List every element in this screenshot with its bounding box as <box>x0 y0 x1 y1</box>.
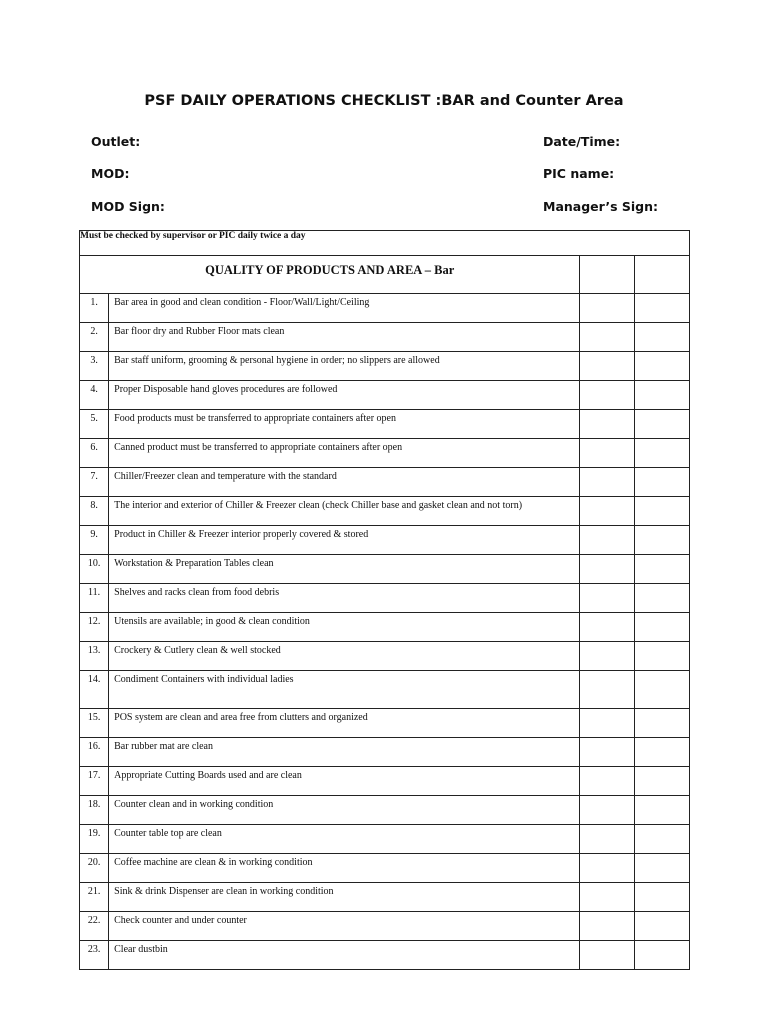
check-cell-2[interactable] <box>634 709 689 738</box>
item-number: 22. <box>80 912 109 941</box>
check-cell-1[interactable] <box>580 410 634 439</box>
checklist-item-row <box>80 671 690 709</box>
checklist-item-row <box>80 584 690 613</box>
date-time-label: Date/Time: <box>543 134 621 149</box>
check-cell-1[interactable] <box>580 883 634 912</box>
check-cell-2[interactable] <box>634 352 689 381</box>
check-cell-1[interactable] <box>580 584 634 613</box>
check-cell-1[interactable] <box>580 526 634 555</box>
checklist-item-row <box>80 613 690 642</box>
item-number: 19. <box>80 825 109 854</box>
check-cell-2[interactable] <box>634 468 689 497</box>
check-cell-1[interactable] <box>580 381 634 410</box>
item-description: Crockery & Cutlery clean & well stocked <box>109 642 580 671</box>
item-number: 4. <box>80 381 109 410</box>
check-cell-pm[interactable] <box>634 256 689 294</box>
item-description: The interior and exterior of Chiller & Freezer clean (check Chiller base and gasket clean and not torn) <box>109 497 580 526</box>
check-cell-1[interactable] <box>580 497 634 526</box>
check-cell-1[interactable] <box>580 323 634 352</box>
check-cell-2[interactable] <box>634 294 689 323</box>
check-cell-2[interactable] <box>634 584 689 613</box>
checklist-item-row <box>80 555 690 584</box>
item-number: 2. <box>80 323 109 352</box>
checklist-item-row <box>80 825 690 854</box>
item-description: Bar area in good and clean condition - Floor/Wall/Light/Ceiling <box>109 294 580 323</box>
checklist-item-row <box>80 294 690 323</box>
checklist-item-row <box>80 439 690 468</box>
item-number: 10. <box>80 555 109 584</box>
item-number: 3. <box>80 352 109 381</box>
check-cell-1[interactable] <box>580 767 634 796</box>
check-cell-am[interactable] <box>580 256 634 294</box>
check-cell-1[interactable] <box>580 709 634 738</box>
checklist-item-row <box>80 941 690 970</box>
pic-name-label: PIC name: <box>543 166 615 181</box>
item-number: 8. <box>80 497 109 526</box>
checklist-item-row <box>80 497 690 526</box>
instruction-note: Must be checked by supervisor or PIC daily twice a day <box>80 231 690 256</box>
checklist-table <box>79 230 690 970</box>
item-number: 1. <box>80 294 109 323</box>
check-cell-1[interactable] <box>580 671 634 709</box>
item-description: Clear dustbin <box>109 941 580 970</box>
checklist-item-row <box>80 410 690 439</box>
checklist-item-row <box>80 352 690 381</box>
check-cell-2[interactable] <box>634 796 689 825</box>
checklist-item-row <box>80 883 690 912</box>
check-cell-2[interactable] <box>634 497 689 526</box>
check-cell-1[interactable] <box>580 555 634 584</box>
check-cell-1[interactable] <box>580 941 634 970</box>
check-cell-2[interactable] <box>634 642 689 671</box>
item-description: Shelves and racks clean from food debris <box>109 584 580 613</box>
section-header-row <box>80 256 690 294</box>
check-cell-2[interactable] <box>634 671 689 709</box>
item-number: 23. <box>80 941 109 970</box>
check-cell-1[interactable] <box>580 642 634 671</box>
item-number: 17. <box>80 767 109 796</box>
check-cell-2[interactable] <box>634 555 689 584</box>
check-cell-1[interactable] <box>580 796 634 825</box>
item-description: Bar rubber mat are clean <box>109 738 580 767</box>
check-cell-2[interactable] <box>634 323 689 352</box>
item-description: Proper Disposable hand gloves procedures are followed <box>109 381 580 410</box>
check-cell-1[interactable] <box>580 912 634 941</box>
checklist-item-row <box>80 642 690 671</box>
item-number: 16. <box>80 738 109 767</box>
check-cell-1[interactable] <box>580 738 634 767</box>
check-cell-2[interactable] <box>634 613 689 642</box>
check-cell-2[interactable] <box>634 825 689 854</box>
item-number: 20. <box>80 854 109 883</box>
item-number: 7. <box>80 468 109 497</box>
item-number: 21. <box>80 883 109 912</box>
item-number: 15. <box>80 709 109 738</box>
item-number: 5. <box>80 410 109 439</box>
item-description: Bar floor dry and Rubber Floor mats clean <box>109 323 580 352</box>
checklist-item-row <box>80 381 690 410</box>
checklist-item-row <box>80 912 690 941</box>
check-cell-2[interactable] <box>634 381 689 410</box>
check-cell-2[interactable] <box>634 941 689 970</box>
check-cell-2[interactable] <box>634 738 689 767</box>
outlet-label: Outlet: <box>91 134 141 149</box>
item-description: Appropriate Cutting Boards used and are clean <box>109 767 580 796</box>
item-description: Check counter and under counter <box>109 912 580 941</box>
check-cell-1[interactable] <box>580 352 634 381</box>
mod-label: MOD: <box>91 166 130 181</box>
item-number: 6. <box>80 439 109 468</box>
mod-sign-label: MOD Sign: <box>91 199 165 214</box>
item-description: Canned product must be transferred to appropriate containers after open <box>109 439 580 468</box>
item-description: Bar staff uniform, grooming & personal hygiene in order; no slippers are allowed <box>109 352 580 381</box>
check-cell-1[interactable] <box>580 825 634 854</box>
item-description: Food products must be transferred to appropriate containers after open <box>109 410 580 439</box>
checklist-item-row <box>80 709 690 738</box>
checklist-item-row <box>80 526 690 555</box>
checklist-item-row <box>80 767 690 796</box>
check-cell-1[interactable] <box>580 439 634 468</box>
item-description: Workstation & Preparation Tables clean <box>109 555 580 584</box>
page-title: PSF DAILY OPERATIONS CHECKLIST :BAR and Counter Area <box>144 93 624 109</box>
item-number: 11. <box>80 584 109 613</box>
check-cell-2[interactable] <box>634 767 689 796</box>
managers-sign-label: Manager’s Sign: <box>543 199 658 214</box>
check-cell-2[interactable] <box>634 883 689 912</box>
checklist-item-row <box>80 323 690 352</box>
item-description: Counter clean and in working condition <box>109 796 580 825</box>
check-cell-2[interactable] <box>634 912 689 941</box>
instruction-row <box>80 231 690 256</box>
section-title: QUALITY OF PRODUCTS AND AREA – Bar <box>80 256 580 294</box>
item-description: Utensils are available; in good & clean condition <box>109 613 580 642</box>
item-number: 9. <box>80 526 109 555</box>
check-cell-1[interactable] <box>580 468 634 497</box>
check-cell-1[interactable] <box>580 613 634 642</box>
check-cell-2[interactable] <box>634 854 689 883</box>
checklist-item-row <box>80 468 690 497</box>
item-description: Counter table top are clean <box>109 825 580 854</box>
item-description: POS system are clean and area free from clutters and organized <box>109 709 580 738</box>
item-number: 12. <box>80 613 109 642</box>
item-description: Chiller/Freezer clean and temperature with the standard <box>109 468 580 497</box>
item-description: Coffee machine are clean & in working condition <box>109 854 580 883</box>
checklist-item-row <box>80 796 690 825</box>
item-description: Sink & drink Dispenser are clean in working condition <box>109 883 580 912</box>
check-cell-1[interactable] <box>580 854 634 883</box>
item-number: 13. <box>80 642 109 671</box>
check-cell-2[interactable] <box>634 410 689 439</box>
checklist-item-row <box>80 738 690 767</box>
item-number: 14. <box>80 671 109 709</box>
check-cell-2[interactable] <box>634 526 689 555</box>
check-cell-1[interactable] <box>580 294 634 323</box>
item-description: Condiment Containers with individual ladies <box>109 671 580 709</box>
item-description: Product in Chiller & Freezer interior properly covered & stored <box>109 526 580 555</box>
checklist-item-row <box>80 854 690 883</box>
check-cell-2[interactable] <box>634 439 689 468</box>
item-number: 18. <box>80 796 109 825</box>
